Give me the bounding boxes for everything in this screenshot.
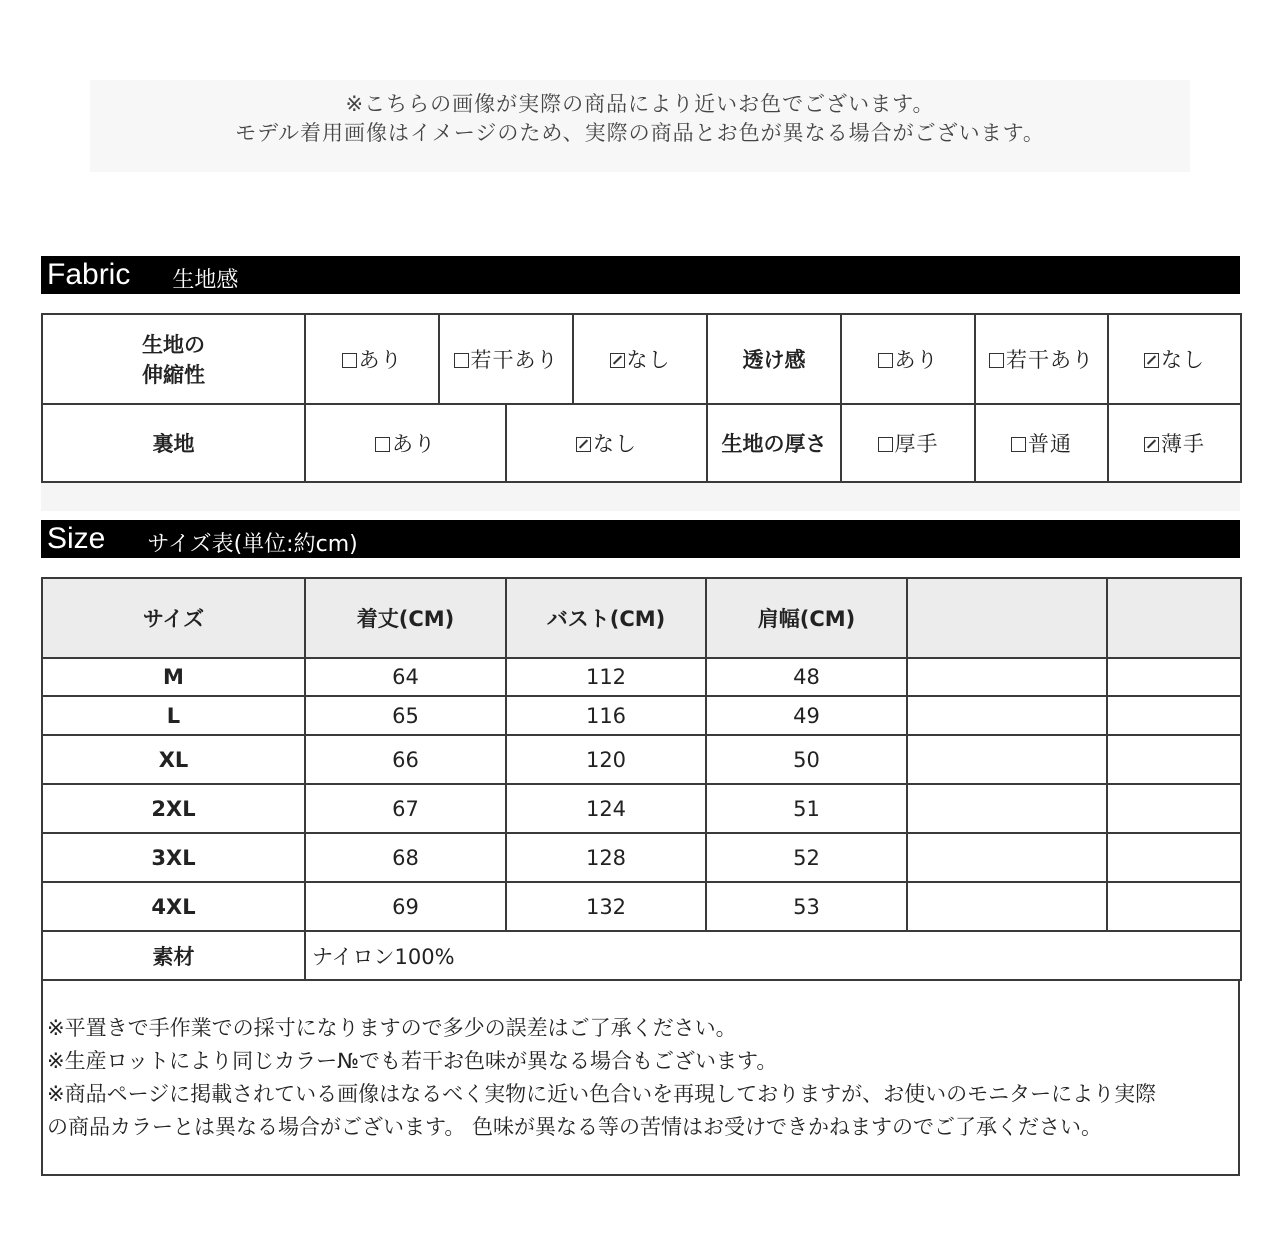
material-value: ナイロン100% — [305, 931, 1241, 980]
sheer-label: 透け感 — [707, 314, 841, 404]
empty-cell — [1107, 833, 1241, 882]
size-title-jp: サイズ表(単位:約cm) — [147, 531, 358, 557]
option-label: 若干あり — [470, 348, 559, 372]
bust-cell: 132 — [506, 882, 706, 931]
size-cell: M — [42, 658, 305, 696]
size-cell: L — [42, 696, 305, 735]
thickness-option-normal — [975, 404, 1108, 482]
length-cell: 65 — [305, 696, 506, 735]
section-spacer — [41, 483, 1240, 511]
note-line: の商品カラーとは異なる場合がございます。 色味が異なる等の苦情はお受けできかねますのでご了承ください。 — [47, 1115, 1102, 1139]
note-line: ※生産ロットにより同じカラー№でも若干お色味が異なる場合もございます。 — [47, 1049, 778, 1073]
size-cell: 4XL — [42, 882, 305, 931]
checkbox-icon — [878, 353, 893, 368]
empty-cell — [907, 658, 1107, 696]
note-line: ※商品ページに掲載されている画像はなるべく実物に近い色合いを再現しておりますが、お使いのモニターにより実際 — [47, 1082, 1157, 1106]
empty-cell — [1107, 658, 1241, 696]
fabric-title-jp: 生地感 — [172, 267, 239, 293]
size-header-bar — [41, 520, 1240, 558]
note-line: ※平置きで手作業での採寸になりますので多少の誤差はご了承ください。 — [47, 1016, 737, 1040]
lining-label: 裏地 — [42, 404, 305, 482]
bust-cell: 124 — [506, 784, 706, 833]
shoulder-cell: 52 — [706, 833, 907, 882]
shoulder-cell: 50 — [706, 735, 907, 784]
material-row — [42, 931, 1241, 980]
notice-line-2: モデル着用画像はイメージのため、実際の商品とお色が異なる場合がございます。 — [235, 121, 1045, 145]
length-cell: 69 — [305, 882, 506, 931]
option-label: あり — [894, 348, 939, 372]
checkbox-icon — [878, 437, 893, 452]
length-cell: 67 — [305, 784, 506, 833]
notes-box — [41, 979, 1240, 1176]
size-cell: 3XL — [42, 833, 305, 882]
table-row — [42, 658, 1241, 696]
material-label: 素材 — [42, 931, 305, 980]
bust-cell: 120 — [506, 735, 706, 784]
empty-cell — [907, 784, 1107, 833]
thickness-label: 生地の厚さ — [707, 404, 841, 482]
size-cell: 2XL — [42, 784, 305, 833]
checked-checkbox-icon — [610, 353, 625, 368]
empty-cell — [907, 833, 1107, 882]
checked-checkbox-icon — [1144, 437, 1159, 452]
stretch-label — [42, 314, 305, 404]
option-label: なし — [593, 432, 637, 456]
empty-cell — [1107, 784, 1241, 833]
table-row — [42, 833, 1241, 882]
thickness-option-thick — [841, 404, 975, 482]
notice-line-1: ※こちらの画像が実際の商品により近いお色でございます。 — [345, 92, 935, 116]
stretch-option-jakkan — [439, 314, 573, 404]
length-cell: 64 — [305, 658, 506, 696]
size-cell: XL — [42, 735, 305, 784]
color-notice — [90, 80, 1190, 172]
fabric-header-bar — [41, 256, 1240, 294]
shoulder-cell: 49 — [706, 696, 907, 735]
option-label: あり — [392, 432, 436, 456]
empty-cell — [1107, 735, 1241, 784]
header-shoulder: 肩幅(CM) — [706, 578, 907, 658]
header-empty — [907, 578, 1107, 658]
checkbox-icon — [989, 353, 1004, 368]
shoulder-cell: 48 — [706, 658, 907, 696]
stretch-option-nashi — [573, 314, 707, 404]
stretch-label-line-2: 伸縮性 — [142, 363, 205, 387]
checkbox-icon — [1011, 437, 1026, 452]
fabric-row-2 — [42, 404, 1241, 482]
fabric-title-en: Fabric — [47, 258, 131, 291]
header-length: 着丈(CM) — [305, 578, 506, 658]
empty-cell — [907, 696, 1107, 735]
option-label: なし — [1161, 348, 1205, 372]
sheer-option-jakkan — [975, 314, 1108, 404]
lining-option-nashi — [506, 404, 707, 482]
length-cell: 68 — [305, 833, 506, 882]
fabric-row-1 — [42, 314, 1241, 404]
size-table — [41, 577, 1242, 981]
shoulder-cell: 53 — [706, 882, 907, 931]
header-size: サイズ — [42, 578, 305, 658]
header-empty — [1107, 578, 1241, 658]
checkbox-icon — [375, 437, 390, 452]
empty-cell — [907, 882, 1107, 931]
sheer-option-ari — [841, 314, 975, 404]
table-row — [42, 735, 1241, 784]
option-label: 普通 — [1028, 432, 1072, 456]
size-title-en: Size — [47, 522, 106, 555]
bust-cell: 112 — [506, 658, 706, 696]
empty-cell — [907, 735, 1107, 784]
thickness-option-thin — [1108, 404, 1241, 482]
empty-cell — [1107, 696, 1241, 735]
table-row — [42, 784, 1241, 833]
stretch-option-ari — [305, 314, 439, 404]
length-cell: 66 — [305, 735, 506, 784]
option-label: 若干あり — [1006, 348, 1094, 372]
empty-cell — [1107, 882, 1241, 931]
table-row — [42, 882, 1241, 931]
fabric-table — [41, 313, 1242, 483]
checked-checkbox-icon — [576, 437, 591, 452]
checked-checkbox-icon — [1144, 353, 1159, 368]
option-label: 薄手 — [1161, 432, 1205, 456]
size-header-row — [42, 578, 1241, 658]
shoulder-cell: 51 — [706, 784, 907, 833]
table-row — [42, 696, 1241, 735]
option-label: あり — [358, 348, 403, 372]
option-label: 厚手 — [894, 432, 939, 456]
checkbox-icon — [342, 353, 357, 368]
checkbox-icon — [454, 353, 469, 368]
header-bust: バスト(CM) — [506, 578, 706, 658]
stretch-label-line-1: 生地の — [142, 333, 205, 357]
lining-option-ari — [305, 404, 506, 482]
bust-cell: 128 — [506, 833, 706, 882]
option-label: なし — [626, 348, 671, 372]
bust-cell: 116 — [506, 696, 706, 735]
sheer-option-nashi — [1108, 314, 1241, 404]
